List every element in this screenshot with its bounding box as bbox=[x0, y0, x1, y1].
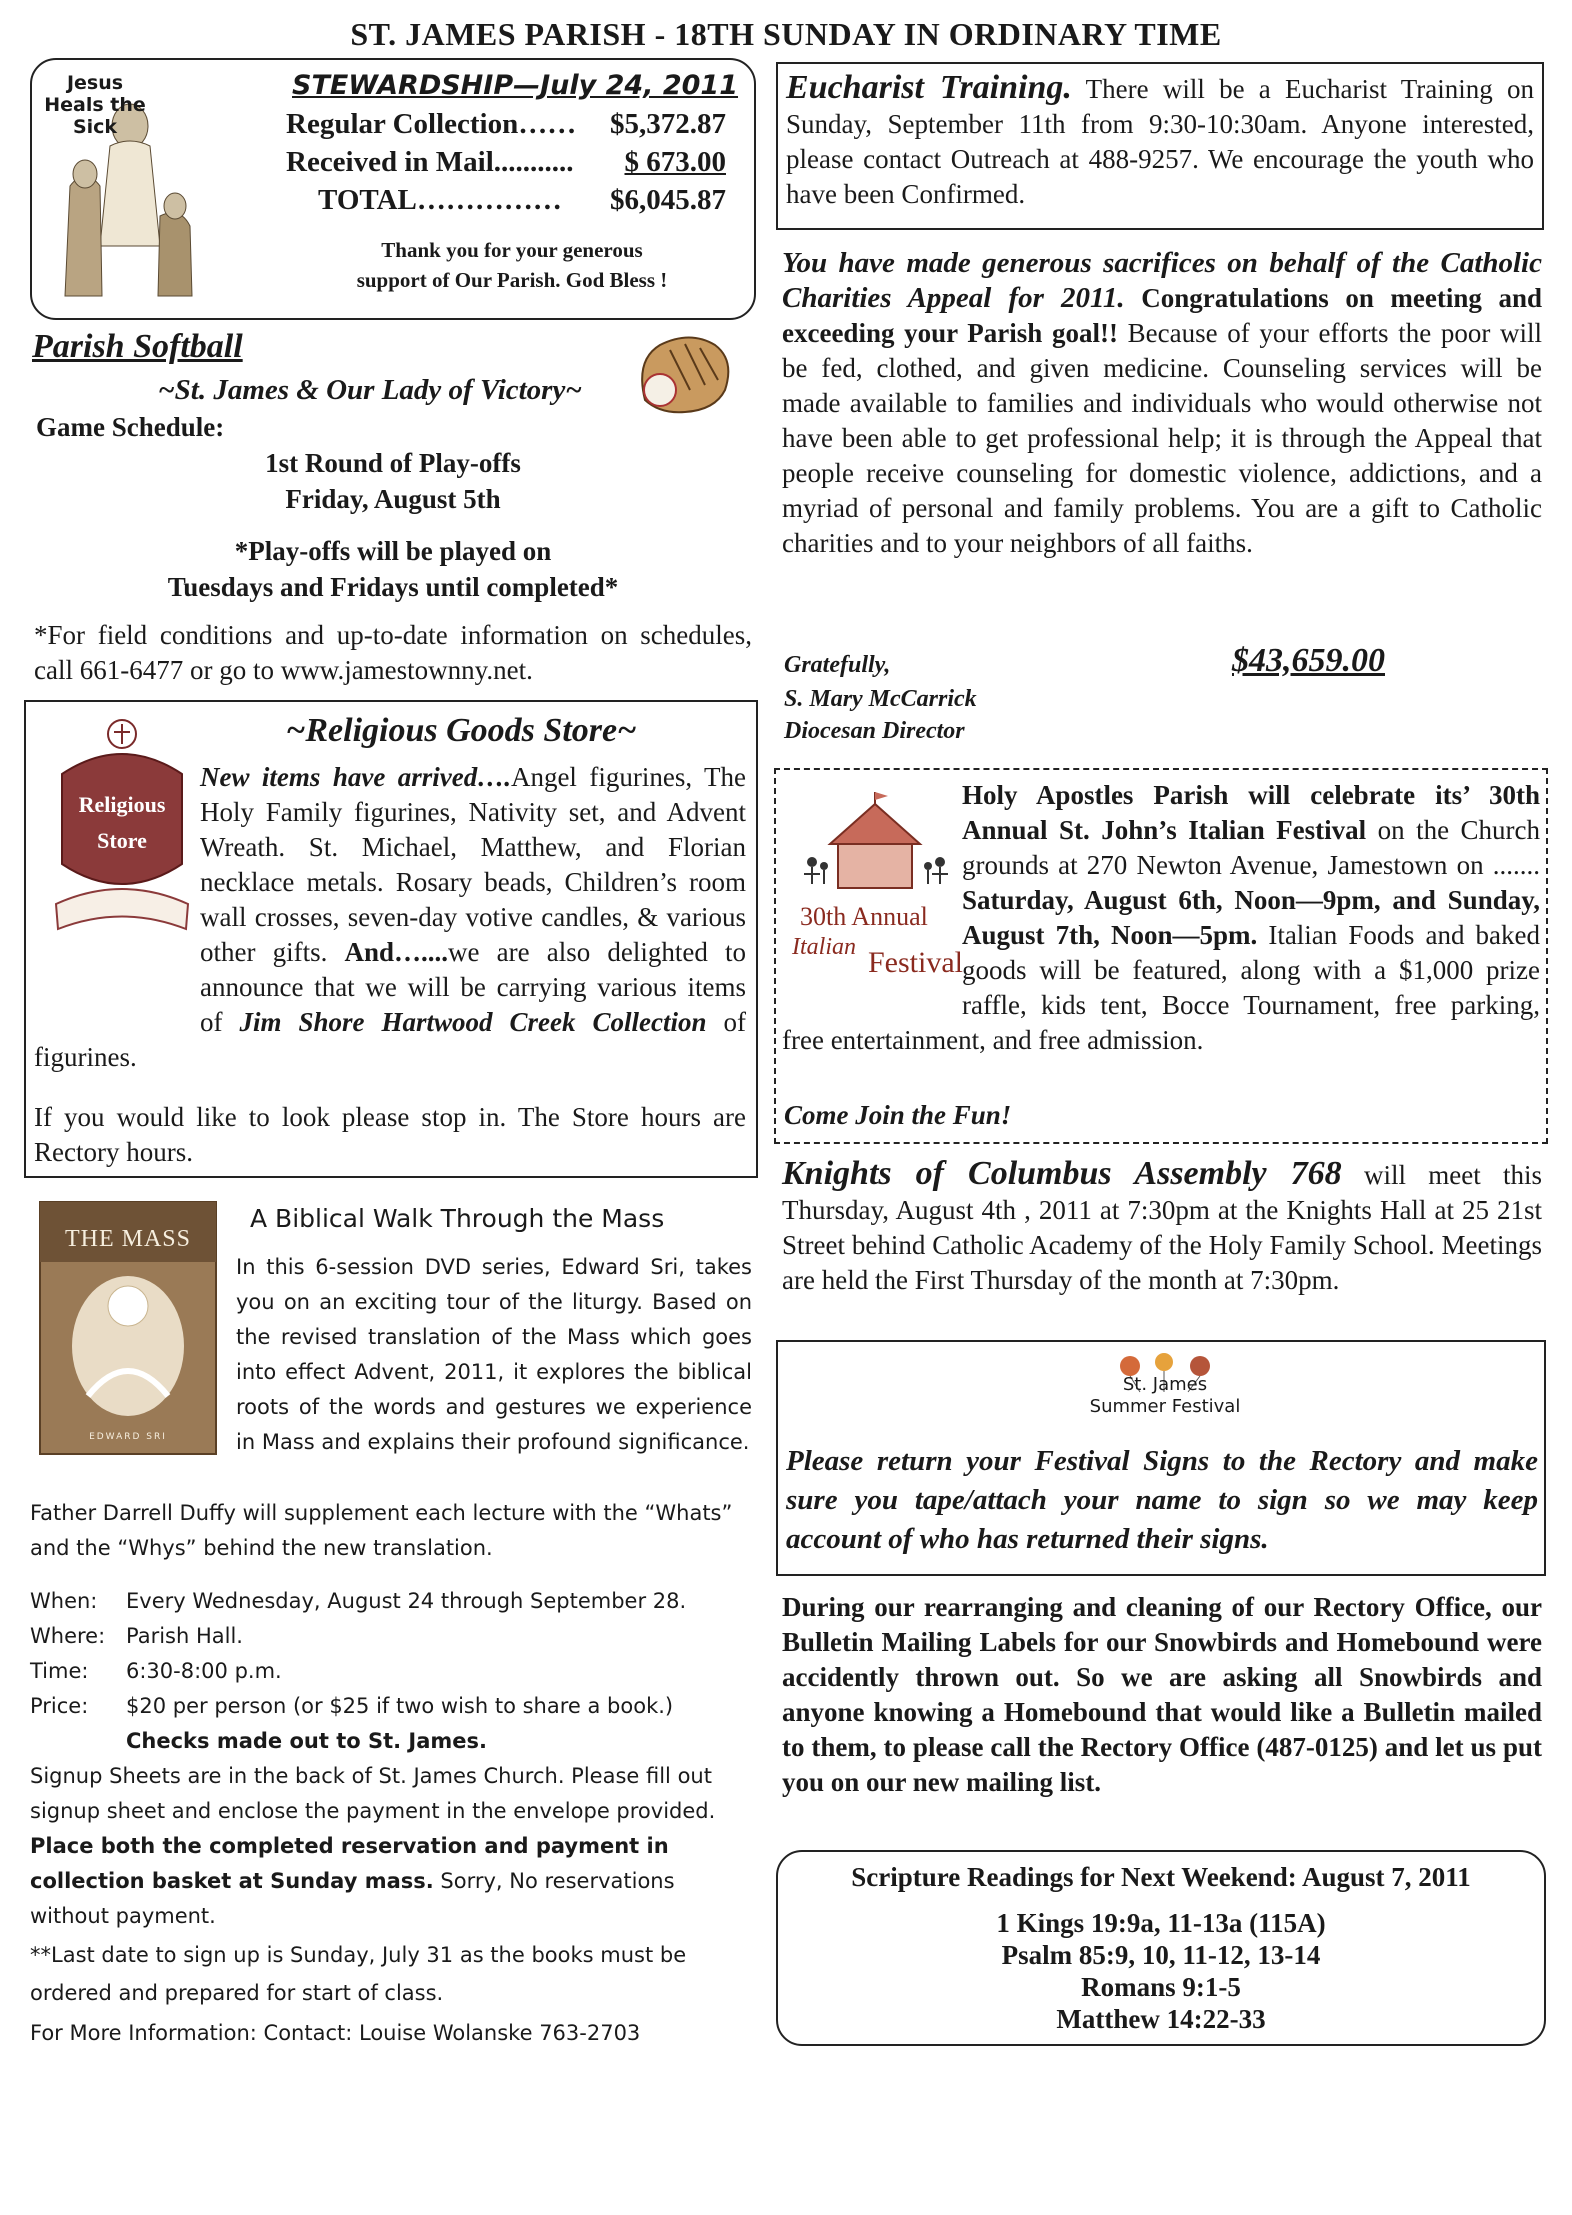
charities-text bbox=[782, 246, 1542, 561]
store-logo-line-1: Religious bbox=[78, 792, 166, 817]
total-value: $6,045.87 bbox=[610, 184, 726, 216]
price-checks: Checks made out to St. James. bbox=[126, 1729, 488, 1753]
italian-festival-box bbox=[774, 768, 1548, 1144]
store-logo-line-2: Store bbox=[97, 828, 147, 853]
softball-subtitle: ~St. James & Our Lady of Victory~ bbox=[158, 374, 582, 406]
regular-collection-value: $5,372.87 bbox=[610, 108, 726, 140]
dvd-title: THE MASS bbox=[64, 1226, 192, 1252]
image-caption: Jesus Heals the Sick bbox=[44, 72, 146, 138]
the-mass-dvd-image bbox=[34, 1196, 226, 1460]
festival-logo-line-3: Festival bbox=[868, 946, 963, 979]
stewardship-box bbox=[30, 58, 756, 320]
playoff-note-1: *Play-offs will be played on bbox=[234, 536, 552, 566]
time-row bbox=[30, 1654, 282, 1689]
store-and: And….... bbox=[344, 937, 449, 967]
signup-text bbox=[30, 1759, 750, 1934]
charities-congrats: Congratulations on meeting and exceeding your Parish goal!! bbox=[782, 283, 1543, 348]
game-schedule-label: Game Schedule: bbox=[36, 412, 225, 442]
store-text-2: we are also delighted to announce that we will be carrying various items of bbox=[200, 937, 746, 1037]
softball-title: Parish Softball bbox=[32, 328, 243, 365]
charities-amount: $43,659.00 bbox=[1232, 642, 1385, 679]
charities-body: Because of your efforts the poor will be fed, clothed, and given medicine. Counseling services will be made available to families and individuals who would otherwise not have been able to get professional help; it is through the Appeal that people receive counseling for domestic violence, addictions, and a myriad of personal and family problems. You are a gift to Catholic charities and to your neighbors of all faiths. bbox=[782, 318, 1543, 558]
summer-logo-line-2: Summer Festival bbox=[1089, 1396, 1241, 1417]
festival-intro-rest: on the Church grounds at 270 Newton Avenue, Jamestown on ....... bbox=[962, 815, 1540, 880]
religious-store-box bbox=[24, 700, 758, 1178]
summer-logo-line-1: St. James bbox=[1122, 1374, 1208, 1395]
festival-intro-bold: Holy Apostles Parish will celebrate its’ 30th Annual St. John’s Italian Festival bbox=[962, 780, 1540, 845]
biblical-para-2: Father Darrell Duffy will supplement each lecture with the “Whats” and the “Whys” behind the new translation. bbox=[30, 1501, 733, 1560]
knights-text bbox=[782, 1156, 1542, 1298]
festival-logo-line-2: Italian bbox=[792, 934, 856, 960]
festival-details: Italian Foods and baked goods will be featured, along with a $1,000 prize raffle, kids tent, Bocce Tournament, free parking, free entertainment, and free admission. bbox=[782, 920, 1541, 1055]
signer-name: S. Mary McCarrick bbox=[784, 686, 977, 712]
eucharist-box bbox=[776, 62, 1544, 230]
store-hours: If you would like to look please stop in. The Store hours are Rectory hours. bbox=[34, 1102, 746, 1167]
store-text-1: Angel figurines, The Holy Family figurines, Nativity set, and Advent Wreath. St. Michael, Matthew, and Florian necklace metals. Rosary beads, Children’s room wall crosses, seven-day votive candles, & various other gifts. bbox=[200, 762, 746, 967]
thanks-line-1: Thank you for your generous bbox=[381, 238, 643, 262]
eucharist-text bbox=[786, 70, 1534, 212]
festival-logo-line-1: 30th Annual bbox=[800, 902, 928, 931]
summer-festival-logo bbox=[1060, 1352, 1270, 1422]
mail-value: $ 673.00 bbox=[624, 146, 726, 178]
summer-festival-box bbox=[776, 1340, 1546, 1576]
festival-dates: Saturday, August 6th, Noon—9pm, and Sunday, August 7th, Noon—5pm. bbox=[962, 885, 1540, 950]
rectory-notice: During our rearranging and cleaning of our Rectory Office, our Bulletin Mailing Labels for our Snowbirds and Homebound were accidently thrown out. So we are asking all Snowbirds and anyone knowing a Homebound that would like a Bulletin mailed to them, to please call the Rectory Office (487-0125) and let us put you on our new mailing list. bbox=[782, 1592, 1542, 1797]
signup-a: Signup Sheets are in the back of St. James Church. Please fill out signup sheet and enclose the payment in the envelope provided. bbox=[30, 1764, 716, 1823]
charities-lead: You have made generous sacrifices on behalf of the Catholic Charities Appeal for 2011. bbox=[782, 247, 1542, 314]
total-label: TOTAL…………… bbox=[318, 184, 562, 216]
reading-item-2: Psalm 85:9, 10, 11-12, 13-14 bbox=[1001, 1940, 1321, 1970]
when-row bbox=[30, 1584, 686, 1619]
biblical-para-1: In this 6-session DVD series, Edward Sri, takes you on an exciting tour of the liturgy. Based on the revised translation of the Mass which goes into effect Advent, 2011, it explores the biblical roots of the words and gestures we experience in Mass and explains their profound significance. bbox=[236, 1255, 752, 1454]
time-label: Time: bbox=[30, 1659, 89, 1683]
playoff-round: 1st Round of Play-offs bbox=[265, 448, 521, 478]
time-value: 6:30-8:00 p.m. bbox=[126, 1659, 282, 1683]
store-text bbox=[34, 760, 746, 1075]
store-title: ~Religious Goods Store~ bbox=[286, 712, 637, 749]
page-title: ST. JAMES PARISH - 18TH SUNDAY IN ORDINARY TIME bbox=[350, 16, 1222, 52]
summer-festival-text: Please return your Festival Signs to the Rectory and make sure you tape/attach your name to sign so we may keep account of who has returned their signs. bbox=[786, 1445, 1538, 1555]
signup-b: Place both the completed reservation and payment in collection basket at Sunday mass. bbox=[30, 1834, 669, 1893]
signer-title: Diocesan Director bbox=[784, 718, 965, 744]
signup-c: Sorry, No reservations without payment. bbox=[30, 1869, 675, 1928]
price-label: Price: bbox=[30, 1694, 89, 1718]
gratefully: Gratefully, bbox=[784, 652, 891, 678]
reading-item-1: 1 Kings 19:9a, 11-13a (115A) bbox=[996, 1908, 1326, 1938]
playoff-note-2: Tuesdays and Fridays until completed* bbox=[167, 572, 619, 602]
where-label: Where: bbox=[30, 1624, 106, 1648]
where-row bbox=[30, 1619, 243, 1654]
thanks-line-2: support of Our Parish. God Bless ! bbox=[356, 268, 668, 292]
eucharist-title: Eucharist Training. bbox=[786, 69, 1072, 106]
stewardship-heading: STEWARDSHIP—July 24, 2011 bbox=[292, 70, 739, 101]
biblical-heading: A Biblical Walk Through the Mass bbox=[250, 1204, 665, 1233]
store-collection: Jim Shore Hartwood Creek Collection bbox=[239, 1007, 707, 1037]
playoff-date: Friday, August 5th bbox=[285, 484, 501, 514]
regular-collection-label: Regular Collection…… bbox=[286, 108, 577, 140]
eucharist-body: There will be a Eucharist Training on Sunday, September 11th from 9:30-10:30am. Anyone interested, please contact Outreach at 488-9257. We encourage the youth who have been Confirmed. bbox=[786, 74, 1535, 209]
knights-title: Knights of Columbus Assembly 768 bbox=[782, 1155, 1342, 1192]
where-value: Parish Hall. bbox=[126, 1624, 243, 1648]
reading-item-3: Romans 9:1-5 bbox=[1081, 1972, 1241, 2002]
festival-intro bbox=[782, 778, 1540, 1058]
price-row bbox=[30, 1689, 673, 1724]
readings-box bbox=[776, 1850, 1546, 2046]
knights-body: will meet this Thursday, August 4th , 2011 at 7:30pm at the Knights Hall at 25 21st Street behind Catholic Academy of the Holy Family School. Meetings are held the First Thursday of the month at 7:30pm. bbox=[782, 1160, 1543, 1295]
readings-heading: Scripture Readings for Next Weekend: August 7, 2011 bbox=[851, 1862, 1471, 1892]
softball-info: *For field conditions and up-to-date information on schedules, call 661-6477 or go to www.jamestownny.net. bbox=[34, 620, 752, 685]
last-date: **Last date to sign up is Sunday, July 31 as the books must be ordered and prepared for start of class. bbox=[30, 1943, 687, 2005]
dvd-author: EDWARD SRI bbox=[89, 1432, 167, 1442]
store-lead: New items have arrived…. bbox=[200, 762, 511, 792]
when-label: When: bbox=[30, 1589, 98, 1613]
mail-label: Received in Mail........... bbox=[286, 146, 574, 178]
festival-cta: Come Join the Fun! bbox=[784, 1100, 1012, 1130]
contact-info: For More Information: Contact: Louise Wolanske 763-2703 bbox=[30, 2021, 641, 2045]
jesus-heals-image bbox=[40, 66, 200, 310]
price-value: $20 per person (or $25 if two wish to share a book.) bbox=[126, 1694, 674, 1718]
store-text-3: of figurines. bbox=[34, 1007, 747, 1072]
reading-item-4: Matthew 14:22-33 bbox=[1056, 2004, 1266, 2034]
when-value: Every Wednesday, August 24 through September 28. bbox=[126, 1589, 687, 1613]
